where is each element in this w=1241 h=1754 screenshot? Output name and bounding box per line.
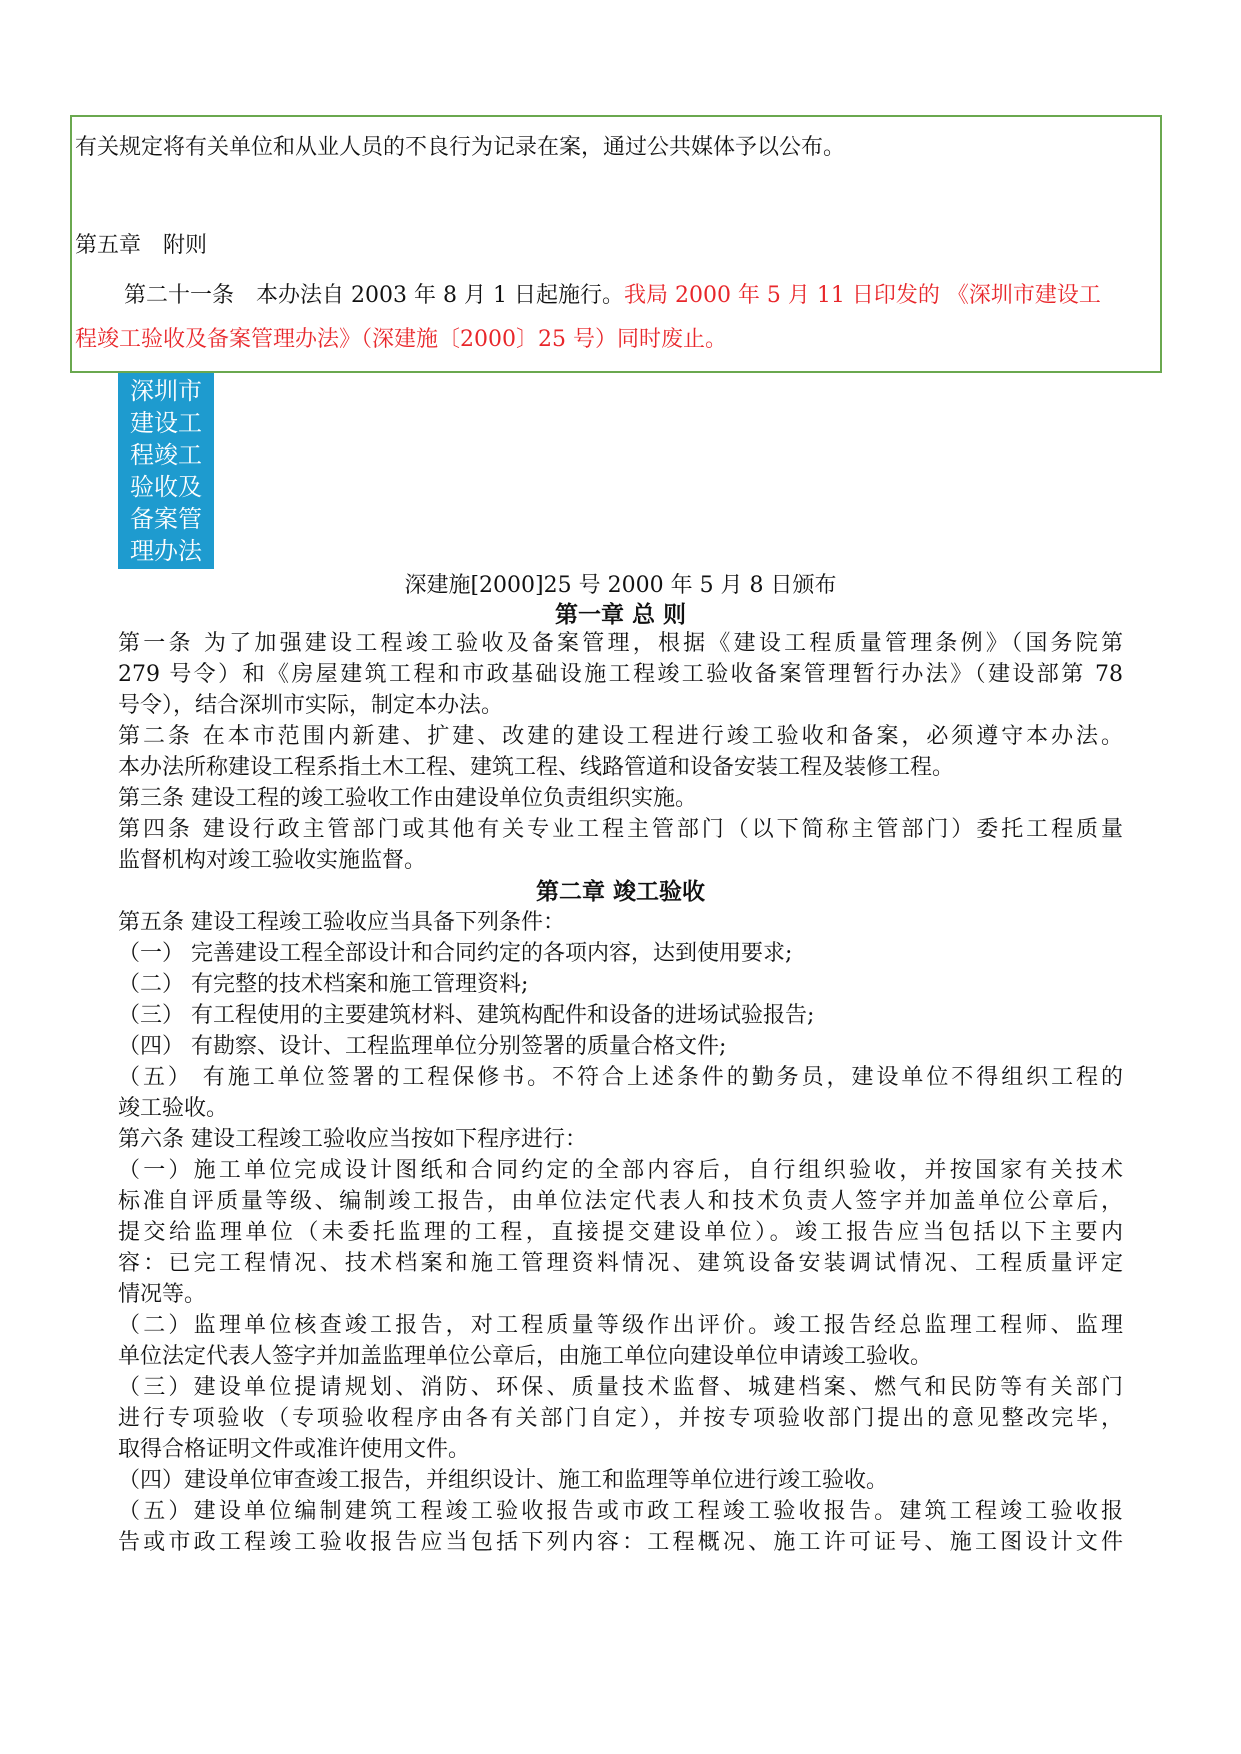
body-line: 本办法所称建设工程系指土木工程、建筑工程、线路管道和设备安装工程及装修工程。: [118, 755, 955, 780]
body-line: 第二条 在本市范围内新建、扩建、改建的建设工程进行竣工验收和备案，必须遵守本办法。: [118, 724, 1123, 749]
article-21-line-2: 程竣工验收及备案管理办法》（深建施〔2000〕25 号）同时废止。: [75, 327, 727, 352]
body-line: （五）建设单位编制建筑工程竣工验收报告或市政工程竣工验收报告。建筑工程竣工验收报: [118, 1499, 1123, 1524]
article-21-line-1: [124, 282, 1101, 310]
body-line: （四） 有勘察、设计、工程监理单位分别签署的质量合格文件;: [118, 1034, 727, 1059]
boxed-line-1: 有关规定将有关单位和从业人员的不良行为记录在案，通过公共媒体予以公布。: [75, 135, 846, 160]
body-line: 竣工验收。: [118, 1096, 229, 1121]
body-line: 第五条 建设工程竣工验收应当具备下列条件：: [118, 910, 565, 935]
article-21-text: 第二十一条 本办法自 2003 年 8 月 1 日起施行。: [124, 283, 624, 308]
document-title-box: [118, 373, 214, 569]
title-line: 备案管: [130, 505, 202, 533]
body-line: 告或市政工程竣工验收报告应当包括下列内容：工程概况、施工许可证号、施工图设计文件: [118, 1530, 1123, 1555]
article-21-red-text: 我局 2000 年 5 月 11 日印发的 《深圳市建设工: [623, 283, 1101, 308]
title-line: 深圳市: [130, 377, 202, 405]
body-line: （三）建设单位提请规划、消防、环保、质量技术监督、城建档案、燃气和民防等有关部门: [118, 1375, 1123, 1400]
title-line: 程竣工: [130, 441, 202, 469]
body-line: 进行专项验收（专项验收程序由各有关部门自定），并按专项验收部门提出的意见整改完毕，: [118, 1406, 1123, 1431]
title-line: 验收及: [130, 473, 202, 501]
body-line: （二） 有完整的技术档案和施工管理资料;: [118, 972, 529, 997]
body-line: 第六条 建设工程竣工验收应当按如下程序进行：: [118, 1127, 587, 1152]
body-line: 标准自评质量等级、编制竣工报告，由单位法定代表人和技术负责人签字并加盖单位公章后，: [118, 1189, 1123, 1214]
document-number: 深建施[2000]25 号 2000 年 5 月 8 日颁布: [404, 573, 837, 598]
body-line: （一） 完善建设工程全部设计和合同约定的各项内容，达到使用要求;: [118, 941, 793, 966]
body-line: （二）监理单位核查竣工报告，对工程质量等级作出评价。竣工报告经总监理工程师、监理: [118, 1313, 1123, 1338]
title-line: 建设工: [130, 409, 202, 437]
body-line: （五） 有施工单位签署的工程保修书。不符合上述条件的勤务员，建设单位不得组织工程的: [118, 1065, 1123, 1090]
body-line: （四）建设单位审查竣工报告，并组织设计、施工和监理等单位进行竣工验收。: [118, 1468, 889, 1493]
body-line: 第一条 为了加强建设工程竣工验收及备案管理，根据《建设工程质量管理条例》（国务院第: [118, 631, 1123, 656]
body-line: （三） 有工程使用的主要建筑材料、建筑构配件和设备的进场试验报告;: [118, 1003, 815, 1028]
body-line: 情况等。: [118, 1282, 207, 1307]
body-line: 取得合格证明文件或准许使用文件。: [118, 1437, 471, 1462]
chapter-1-heading: 第一章 总 则: [554, 601, 686, 628]
body-line: 单位法定代表人签字并加盖监理单位公章后，由施工单位向建设单位申请竣工验收。: [118, 1344, 933, 1369]
chapter-5-heading: 第五章 附则: [75, 233, 208, 258]
body-line: 第四条 建设行政主管部门或其他有关专业工程主管部门（以下简称主管部门）委托工程质量: [118, 817, 1123, 842]
chapter-2-heading: 第二章 竣工验收: [535, 878, 705, 905]
body-line: 容：已完工程情况、技术档案和施工管理资料情况、建筑设备安装调试情况、工程质量评定: [118, 1251, 1123, 1276]
body-line: 号令），结合深圳市实际，制定本办法。: [118, 693, 504, 718]
body-line: （一）施工单位完成设计图纸和合同约定的全部内容后，自行组织验收，并按国家有关技术: [118, 1158, 1123, 1183]
body-line: 第三条 建设工程的竣工验收工作由建设单位负责组织实施。: [118, 786, 697, 811]
body-line: 279 号令）和《房屋建筑工程和市政基础设施工程竣工验收备案管理暂行办法》（建设部第 78: [118, 662, 1123, 687]
body-line: 提交给监理单位（未委托监理的工程，直接提交建设单位）。竣工报告应当包括以下主要内: [118, 1220, 1123, 1245]
body-line: 监督机构对竣工验收实施监督。: [118, 848, 427, 873]
title-line: 理办法: [130, 537, 202, 565]
